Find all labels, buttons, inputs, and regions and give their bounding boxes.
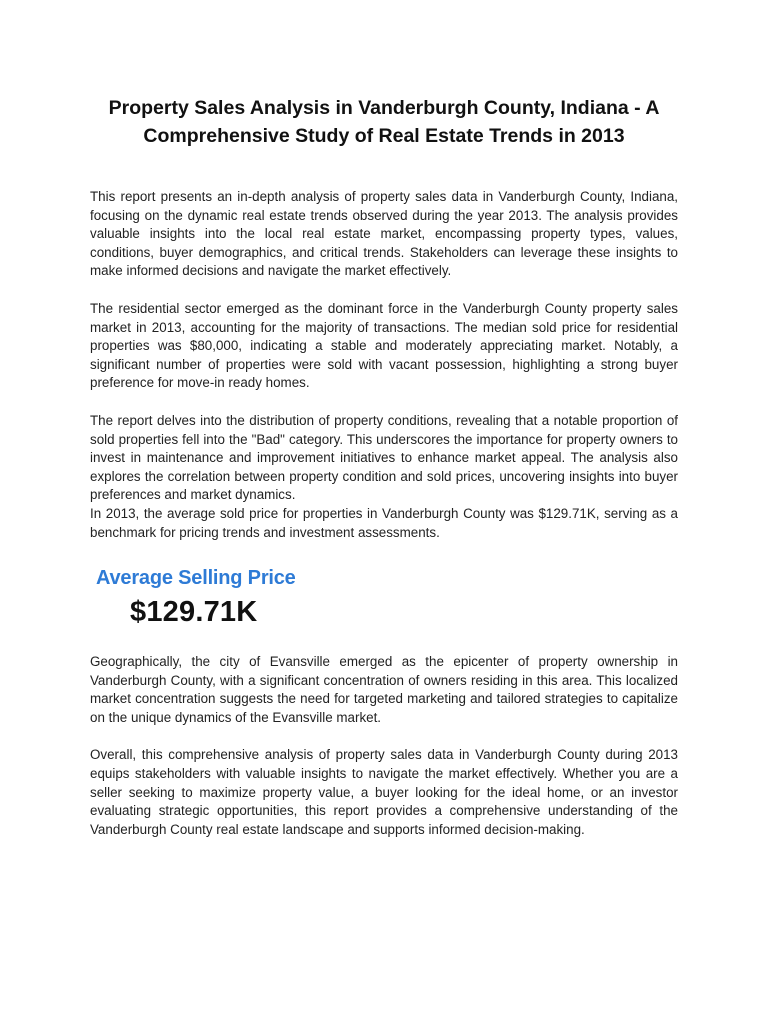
paragraph-average-price: In 2013, the average sold price for properties in Vanderburgh County was $129.71K, serving as a benchmark for pricing trends and investment assessments. xyxy=(90,505,678,540)
document-page xyxy=(90,94,678,839)
paragraph-intro: This report presents an in-depth analysis of property sales data in Vanderburgh County, Indiana, focusing on the dynamic real estate trends observed during the year 2013. The analysis provides valuable insights into the local real estate market, encompassing property types, values, conditions, buyer demographics, and critical trends. Stakeholders can leverage these insights to make informed decisions and navigate the market effectively. xyxy=(90,189,678,279)
kpi-value: $129.71K xyxy=(130,596,258,629)
document-title: Property Sales Analysis in Vanderburgh County, Indiana - A Comprehensive Study of Real Estate Trends in 2013 xyxy=(108,97,660,147)
paragraph-property-conditions: The report delves into the distribution of property conditions, revealing that a notable proportion of sold properties fell into the "Bad" category. This underscores the importance for property owners to invest in maintenance and improvement initiatives to enhance market appeal. The analysis also explores the correlation between property condition and sold prices, uncovering insights into buyer preferences and market dynamics. xyxy=(90,412,678,503)
paragraph-conclusion: Overall, this comprehensive analysis of property sales data in Vanderburgh County during 2013 equips stakeholders with valuable insights to navigate the market effectively. Whether you are a seller seeking to maximize property value, a buyer looking for the ideal home, or an investor evaluating strategic opportunities, this report provides a comprehensive understanding of the Vanderburgh County real estate landscape and supports informed decision-making. xyxy=(90,747,678,837)
kpi-card-average-selling-price xyxy=(90,566,678,630)
kpi-label: Average Selling Price xyxy=(96,567,296,590)
paragraph-residential-sector: The residential sector emerged as the dominant force in the Vanderburgh County property sales market in 2013, accounting for the majority of transactions. The median sold price for residential properties was $80,000, indicating a stable and moderately appreciating market. Notably, a significant number of properties were sold with vacant possession, highlighting a strong buyer preference for move-in ready homes. xyxy=(90,300,678,391)
paragraph-geography: Geographically, the city of Evansville emerged as the epicenter of property ownership in Vanderburgh County, with a significant concentration of owners residing in this area. This localized market concentration suggests the need for targeted marketing and tailored strategies to capitalize on the unique dynamics of the Evansville market. xyxy=(90,654,678,725)
